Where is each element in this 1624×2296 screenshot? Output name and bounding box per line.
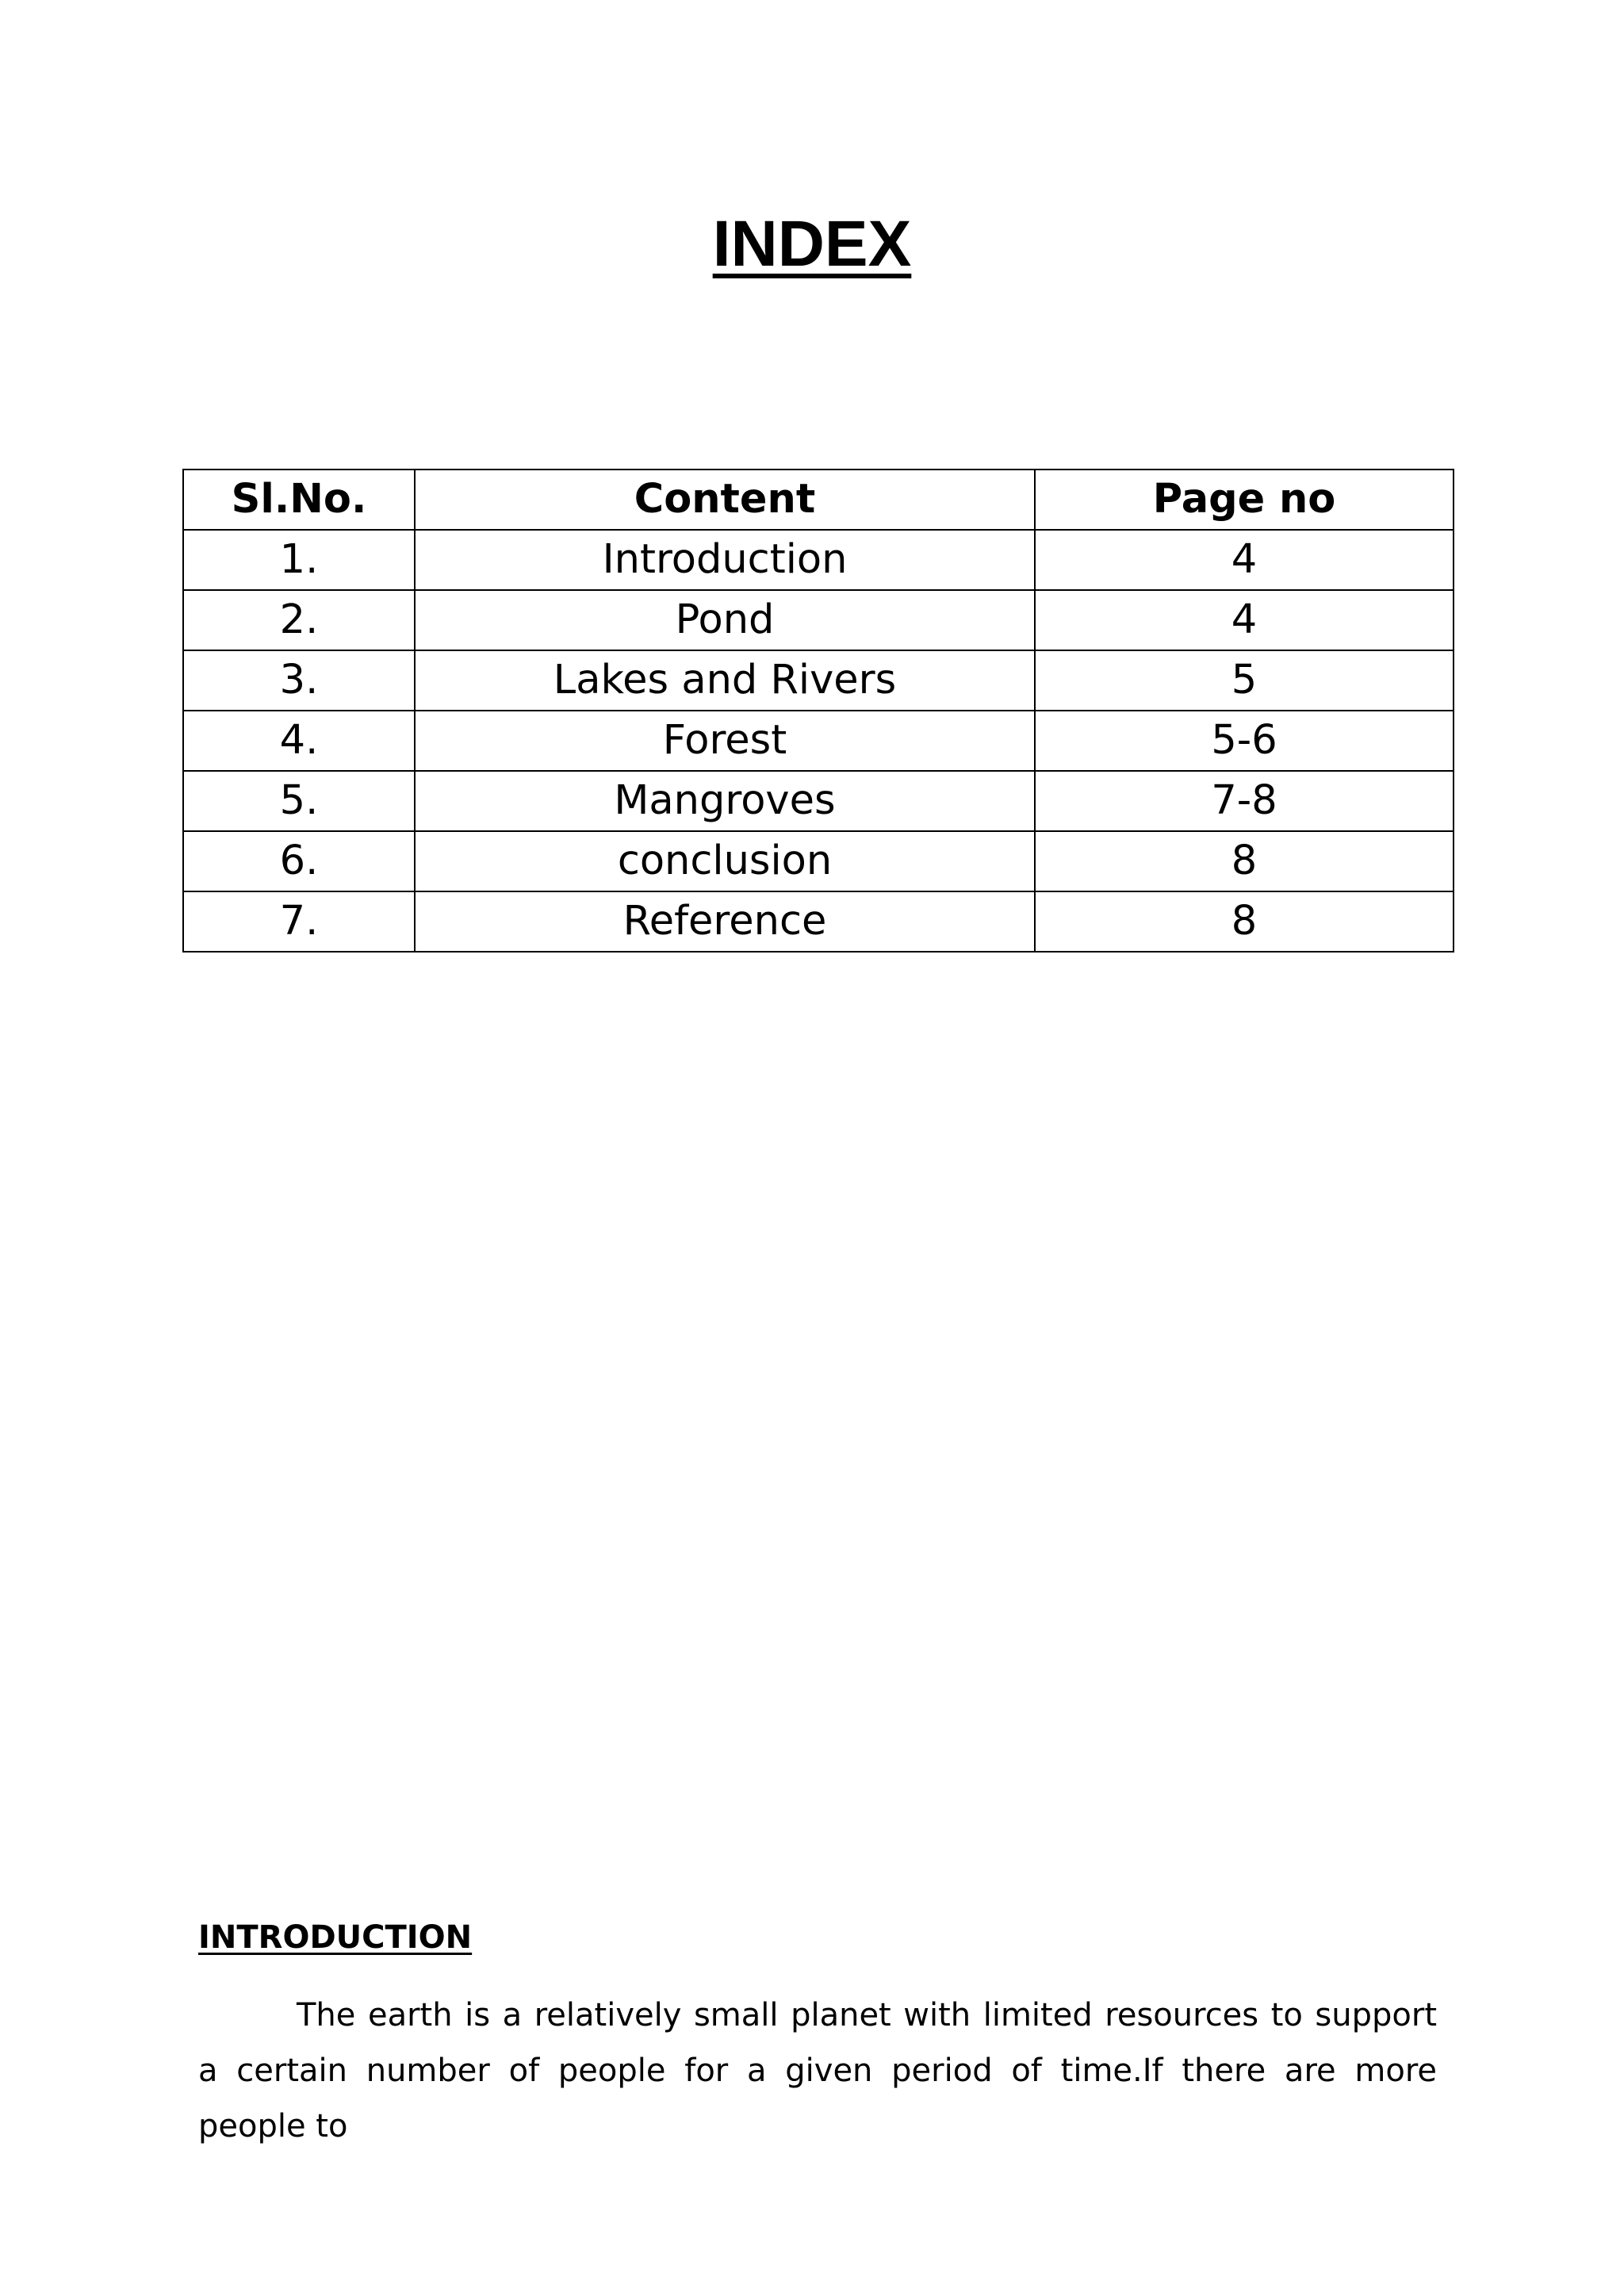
row-slno: 4. bbox=[183, 711, 415, 771]
table-row bbox=[183, 650, 1454, 711]
index-table bbox=[182, 469, 1454, 953]
table-row bbox=[183, 711, 1454, 771]
row-content: Lakes and Rivers bbox=[415, 650, 1035, 711]
row-slno: 7. bbox=[183, 891, 415, 952]
table-header-row bbox=[183, 470, 1454, 530]
row-slno: 5. bbox=[183, 771, 415, 831]
header-slno: Sl.No. bbox=[183, 470, 415, 530]
row-page-no: 7-8 bbox=[1035, 771, 1454, 831]
header-content: Content bbox=[415, 470, 1035, 530]
row-content: Pond bbox=[415, 590, 1035, 650]
row-content: Introduction bbox=[415, 530, 1035, 590]
table-row bbox=[183, 590, 1454, 650]
row-page-no: 4 bbox=[1035, 530, 1454, 590]
row-page-no: 5-6 bbox=[1035, 711, 1454, 771]
page-title bbox=[0, 205, 1624, 284]
row-page-no: 8 bbox=[1035, 831, 1454, 891]
row-page-no: 8 bbox=[1035, 891, 1454, 952]
introduction-heading: INTRODUCTION bbox=[198, 1919, 473, 1956]
page-title-text: INDEX bbox=[712, 208, 912, 280]
table-row bbox=[183, 771, 1454, 831]
row-content: Mangroves bbox=[415, 771, 1035, 831]
header-page-no: Page no bbox=[1035, 470, 1454, 530]
row-slno: 2. bbox=[183, 590, 415, 650]
row-content: Forest bbox=[415, 711, 1035, 771]
table-row bbox=[183, 831, 1454, 891]
row-page-no: 4 bbox=[1035, 590, 1454, 650]
row-slno: 3. bbox=[183, 650, 415, 711]
row-content: Reference bbox=[415, 891, 1035, 952]
row-content: conclusion bbox=[415, 831, 1035, 891]
row-page-no: 5 bbox=[1035, 650, 1454, 711]
introduction-paragraph: The earth is a relatively small planet with limited resources to support a certain number of people for a given period of time.If there are more people to bbox=[198, 1997, 1437, 2145]
row-slno: 6. bbox=[183, 831, 415, 891]
table-row bbox=[183, 530, 1454, 590]
row-slno: 1. bbox=[183, 530, 415, 590]
table-row bbox=[183, 891, 1454, 952]
